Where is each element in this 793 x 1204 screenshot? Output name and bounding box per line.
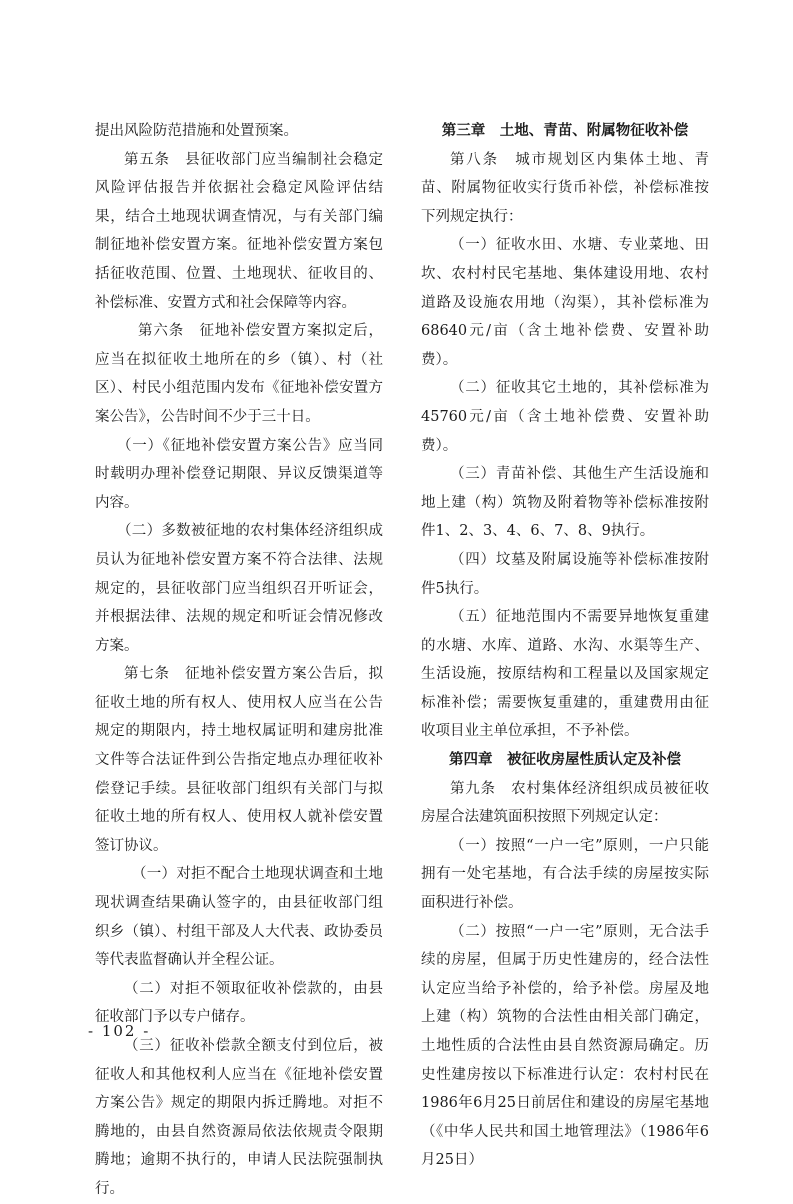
right-column bbox=[421, 117, 709, 1175]
chapter-4-heading: 第四章 被征收房屋性质认定及补偿 bbox=[449, 752, 681, 769]
paragraph: 提出风险防范措施和处置预案。 bbox=[95, 123, 298, 139]
article-8-item-1: （一）征收水田、水塘、专业菜地、田坎、农村村民宅基地、集体建设用地、农村道路及设施农用地（沟渠），其补偿标准为68640元/亩（含土地补偿费、安置补助费）。 bbox=[421, 237, 709, 368]
article-5: 第五条 县征收部门应当编制社会稳定风险评估报告并依据社会稳定风险评估结果，结合土地现状调查情况，与有关部门编制征地补偿安置方案。征地补偿安置方案包括征收范围、位置、土地现状、征收目的、补偿标准、安置方式和社会保障等内容。 bbox=[95, 151, 383, 311]
article-7-item-1: （一）对拒不配合土地现状调查和土地现状调查结果确认签字的，由县征收部门组织乡（镇）、村组干部及人大代表、政协委员等代表监督确认并全程公证。 bbox=[95, 866, 383, 969]
article-8-item-2: （二）征收其它土地的，其补偿标准为45760元/亩（含土地补偿费、安置补助费）。 bbox=[421, 380, 709, 454]
article-6-item-2: （二）多数被征地的农村集体经济组织成员认为征地补偿安置方案不符合法律、法规规定的，县征收部门应当组织召开听证会，并根据法律、法规的规定和听证会情况修改方案。 bbox=[95, 523, 383, 654]
article-7: 第七条 征地补偿安置方案公告后，拟征收土地的所有权人、使用权人应当在公告规定的期限内，持土地权属证明和建房批准文件等合法证件到公告指定地点办理征收补偿登记手续。县征收部门组织有关部门与拟征收土地的所有权人、使用权人就补偿安置签订协议。 bbox=[95, 666, 383, 854]
article-8-item-3: （三）青苗补偿、其他生产生活设施和地上建（构）筑物及附着物等补偿标准按附件1、2、3、4、6、7、8、9执行。 bbox=[421, 466, 709, 540]
article-7-item-3: （三）征收补偿款全额支付到位后，被征收人和其他权利人应当在《征地补偿安置方案公告》规定的期限内拆迁腾地。对拒不腾地的，由县自然资源局依法依规责令限期腾地；逾期不执行的，申请人民法院强制执行。 bbox=[95, 1038, 383, 1197]
article-8: 第八条 城市规划区内集体土地、青苗、附属物征收实行货币补偿，补偿标准按下列规定执行： bbox=[421, 151, 709, 225]
article-8-item-5: （五）征地范围内不需要异地恢复重建的水塘、水库、道路、水沟、水渠等生产、生活设施，按原结构和工程量以及国家规定标准补偿；需要恢复重建的，重建费用由征收项目业主单位承担，不予补偿。 bbox=[421, 609, 709, 740]
page-number: - 102 - bbox=[88, 1022, 151, 1040]
article-8-item-4: （四）坟墓及附属设施等补偿标准按附件5执行。 bbox=[421, 551, 709, 597]
article-9-item-2: （二）按照“一户一宅”原则，无合法手续的房屋，但属于历史性建房的，经合法性认定应当给予补偿的，给予补偿。房屋及地上建（构）筑物的合法性由相关部门确定，土地性质的合法性由县自然资源局确定。历史性建房按以下标准进行认定：农村村民在1986年6月25日前居住和建设的房屋宅基地（《中华人民共和国土地管理法》（1986年6月25日） bbox=[421, 923, 709, 1169]
article-6: 第六条 征地补偿安置方案拟定后，应当在拟征收土地所在的乡（镇）、村（社区）、村民小组范围内发布《征地补偿安置方案公告》，公告时间不少于三十日。 bbox=[95, 323, 383, 425]
chapter-3-heading: 第三章 土地、青苗、附属物征收补偿 bbox=[441, 123, 689, 139]
article-9: 第九条 农村集体经济组织成员被征收房屋合法建筑面积按照下列规定认定： bbox=[421, 780, 709, 826]
article-7-item-2: （二）对拒不领取征收补偿款的，由县征收部门予以专户储存。 bbox=[95, 980, 383, 1026]
article-9-item-1: （一）按照“一户一宅”原则，一户只能拥有一处宅基地，有合法手续的房屋按实际面积进行补偿。 bbox=[421, 837, 709, 912]
article-6-item-1: （一）《征地补偿安置方案公告》应当同时载明办理补偿登记期限、异议反馈渠道等内容。 bbox=[95, 437, 383, 511]
left-column bbox=[95, 117, 383, 1204]
